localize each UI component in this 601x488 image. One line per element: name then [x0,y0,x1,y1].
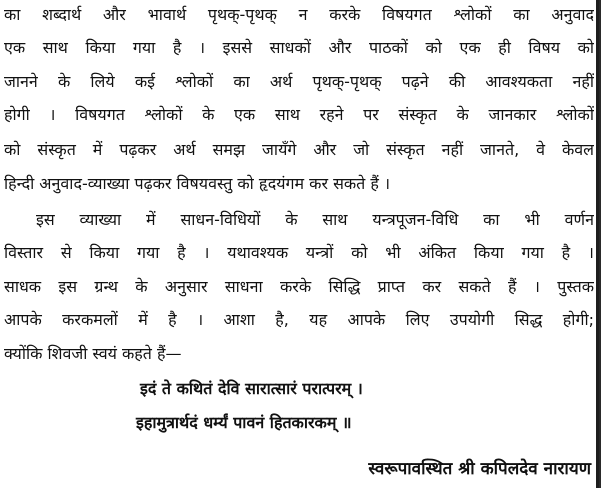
paragraph-line: विस्तार से किया गया है । यथावश्यक यन्त्रों को भी अंकित किया गया है । [4,243,594,262]
page-edge-divider [596,0,599,488]
author-signature: स्वरूपावस्थित श्री कपिलदेव नारायण [368,459,591,479]
verse-line-2: इहामुत्रार्थदं धर्म्यं पावनं हितकारकम् ॥ [136,413,352,432]
paragraph-line: एक साथ किया गया है । इससे साधकों और पाठकों को एक ही विषय को [4,38,594,57]
paragraph-line: आपके करकमलों में है । आशा है, यह आपके लिए उपयोगी सिद्ध होगी; [4,310,594,329]
paragraph-line: को संस्कृत में पढ़कर अर्थ समझ जायँगे और जो संस्कृत नहीं जानते, वे केवल [4,140,594,159]
paragraph-line: इस व्याख्या में साधन-विधियों के साथ यन्त्रपूजन-विधि का भी वर्णन [36,210,594,229]
paragraph-line: क्योंकि शिवजी स्वयं कहते हैं— [4,344,182,363]
verse-line-1: इदं ते कथितं देवि सारात्सारं परात्परम् । [140,379,363,398]
paragraph-line: होगी । विषयगत श्लोकों के एक साथ रहने पर संस्कृत के जानकार श्लोकों [4,105,594,124]
paragraph-line: जानने के लिये कई श्लोकों का अर्थ पृथक्-पृथक् पढ़ने की आवश्यकता नहीं [4,72,594,91]
paragraph-line: हिन्दी अनुवाद-व्याख्या पढ़कर विषयवस्तु को हृदयंगम कर सकते हैं । [4,174,391,193]
paragraph-line: साधक इस ग्रन्थ के अनुसार साधना करके सिद्धि प्राप्त कर सकते हैं । पुस्तक [4,277,594,296]
paragraph-line: का शब्दार्थ और भावार्थ पृथक्-पृथक् न करके विषयगत श्लोकों का अनुवाद [4,5,594,24]
